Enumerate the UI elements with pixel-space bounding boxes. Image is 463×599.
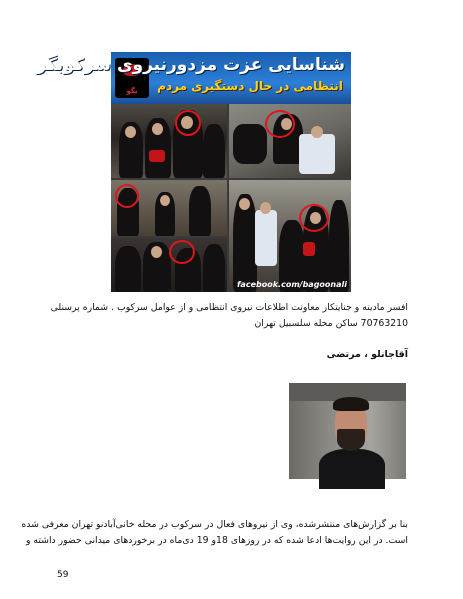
figure — [203, 124, 225, 178]
photo-women-group — [111, 104, 227, 178]
face — [151, 246, 162, 258]
hair — [333, 397, 369, 411]
highlight-circle — [265, 110, 295, 138]
watermark: facebook.com/bagoonali — [236, 280, 347, 289]
photo-crowd-scene — [111, 238, 227, 292]
caption-line-1: افسر مادینه و جنایتکار معاونت اطلاعات نیروی انتظامی و از عوامل سرکوب . شماره پرسنلی — [50, 302, 408, 313]
portrait-photo — [289, 383, 406, 479]
red-bag — [149, 150, 165, 162]
collage-banner — [36, 52, 351, 104]
white-shirt — [299, 134, 335, 174]
figure — [203, 244, 225, 292]
banner-subtitle: انتظامی در حال دستگیری مردم — [157, 79, 343, 93]
photo-arrest-scene — [229, 180, 351, 292]
figure — [329, 200, 349, 292]
logo-text: بگو — [126, 87, 138, 95]
highlight-circle — [169, 240, 195, 264]
figure — [233, 124, 267, 164]
figure — [189, 186, 211, 236]
body-line-2: است. در این روایت‌ها ادعا شده که در روزهای 18و 19 دی‌ماه در برخوردهای میدانی حضور داشته و — [25, 535, 408, 546]
caption-line-2: 70763210 ساکن محله سلسبیل تهران — [254, 318, 408, 329]
arrest-photo-collage — [36, 52, 351, 292]
white-shirt — [255, 210, 277, 266]
person-name-heading: آقاجانلو ، مرتضی — [326, 349, 408, 360]
photo-detention-scene — [229, 104, 351, 178]
face — [239, 198, 250, 210]
highlight-circle — [175, 110, 201, 136]
banner-title: شناسایی عزت مزدورنیروی سرکوبگر — [36, 55, 345, 75]
face — [160, 195, 170, 206]
page-number: 59 — [57, 570, 69, 580]
face — [260, 202, 271, 214]
face — [152, 123, 163, 135]
photo-street-scene — [111, 180, 227, 236]
face — [125, 126, 136, 138]
beard — [337, 429, 365, 451]
figure — [115, 246, 141, 292]
highlight-circle — [115, 184, 139, 208]
face — [311, 126, 323, 138]
highlight-circle — [299, 204, 329, 232]
body-line-1: بنا بر گزارش‌های منتشرشده، وی از نیروهای فعال در سرکوب در محله خانی‌آبادنو تهران معرفی شده — [21, 519, 408, 530]
shirt — [319, 449, 385, 489]
red-bag — [303, 242, 315, 256]
